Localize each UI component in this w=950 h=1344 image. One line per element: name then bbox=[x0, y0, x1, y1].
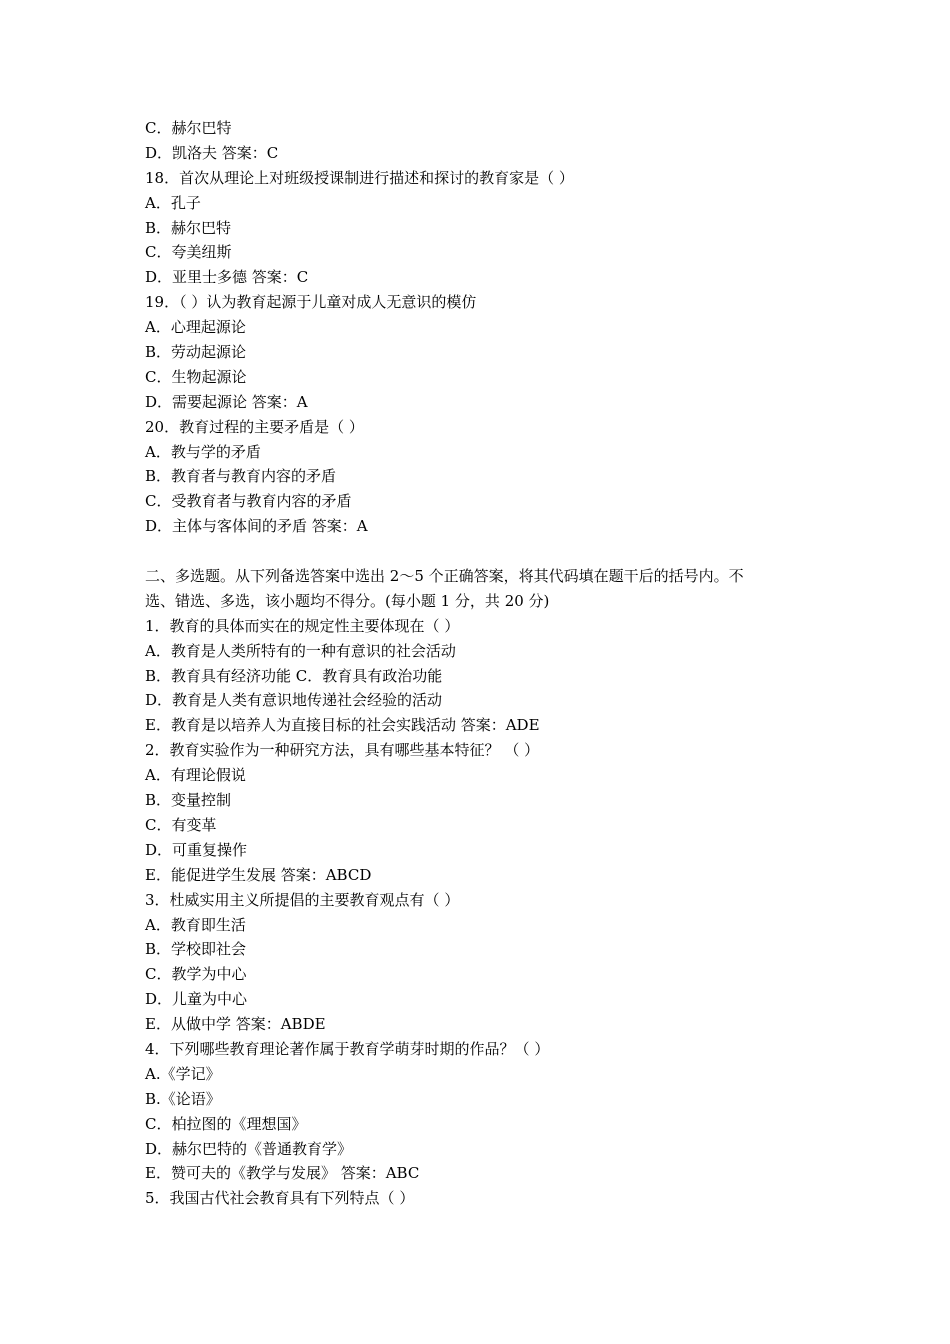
question-line: 2．教育实验作为一种研究方法，具有哪些基本特征？ （ ） bbox=[145, 741, 540, 760]
option-line: D．赫尔巴特的《普通教育学》 bbox=[145, 1139, 353, 1158]
option-line: A．孔子 bbox=[145, 193, 201, 212]
option-line: D．凯洛夫 答案：C bbox=[145, 143, 279, 162]
option-line: A．教与学的矛盾 bbox=[145, 442, 261, 461]
option-line: D．教育是人类有意识地传递社会经验的活动 bbox=[145, 691, 443, 710]
option-line: A.《学记》 bbox=[145, 1064, 221, 1083]
option-line: D．主体与客体间的矛盾 答案：A bbox=[145, 517, 368, 536]
question-line: 20．教育过程的主要矛盾是（ ） bbox=[145, 417, 364, 436]
option-line: D．需要起源论 答案：A bbox=[145, 392, 308, 411]
option-line: B．赫尔巴特 bbox=[145, 218, 232, 237]
option-line: B．教育具有经济功能 C．教育具有政治功能 bbox=[145, 666, 443, 685]
question-line: 1．教育的具体而实在的规定性主要体现在（ ） bbox=[145, 616, 460, 635]
option-line: C．赫尔巴特 bbox=[145, 119, 232, 137]
option-line: E．从做中学 答案：ABDE bbox=[145, 1015, 326, 1034]
option-line: E．教育是以培养人为直接目标的社会实践活动 答案：ADE bbox=[145, 716, 540, 735]
option-line: A．心理起源论 bbox=[145, 318, 246, 337]
option-line: C．有变革 bbox=[145, 815, 217, 834]
section-heading-continued: 选、错选、多选，该小题均不得分。(每小题 1 分，共 20 分) bbox=[145, 591, 550, 610]
option-line: C．生物起源论 bbox=[145, 367, 247, 386]
question-line: 18．首次从理论上对班级授课制进行描述和探讨的教育家是（ ） bbox=[145, 168, 574, 187]
option-line: C．夸美纽斯 bbox=[145, 243, 232, 262]
option-line: B．教育者与教育内容的矛盾 bbox=[145, 467, 337, 486]
section-spacer bbox=[145, 539, 815, 564]
section-one-tail bbox=[145, 116, 815, 539]
option-line: B．劳动起源论 bbox=[145, 343, 247, 362]
option-line: C．受教育者与教育内容的矛盾 bbox=[145, 492, 352, 511]
option-line: B．学校即社会 bbox=[145, 940, 247, 959]
question-line: 3．杜威实用主义所提倡的主要教育观点有（ ） bbox=[145, 890, 460, 909]
option-line: A．教育是人类所特有的一种有意识的社会活动 bbox=[145, 641, 456, 660]
section-two bbox=[145, 564, 815, 1211]
option-line: B．变量控制 bbox=[145, 791, 232, 810]
document-body bbox=[145, 116, 815, 1211]
question-line: 4．下列哪些教育理论著作属于教育学萌芽时期的作品？（ ） bbox=[145, 1039, 550, 1058]
option-line: E．赞可夫的《教学与发展》 答案：ABC bbox=[145, 1164, 420, 1183]
option-line: A．有理论假说 bbox=[145, 766, 246, 785]
section-heading: 二、多选题。从下列备选答案中选出 2～5 个正确答案，将其代码填在题干后的括号内。不 bbox=[145, 567, 744, 586]
option-line: D．儿童为中心 bbox=[145, 990, 248, 1009]
option-line: E．能促进学生发展 答案：ABCD bbox=[145, 865, 372, 884]
question-line: 19．（ ）认为教育起源于儿童对成人无意识的模仿 bbox=[145, 293, 477, 312]
question-line: 5．我国古代社会教育具有下列特点（ ） bbox=[145, 1189, 415, 1208]
option-line: C．柏拉图的《理想国》 bbox=[145, 1114, 307, 1133]
option-line: C．教学为中心 bbox=[145, 965, 247, 984]
option-line: D．可重复操作 bbox=[145, 840, 248, 859]
option-line: D．亚里士多德 答案：C bbox=[145, 268, 309, 287]
option-line: B.《论语》 bbox=[145, 1089, 221, 1108]
option-line: A．教育即生活 bbox=[145, 915, 246, 934]
